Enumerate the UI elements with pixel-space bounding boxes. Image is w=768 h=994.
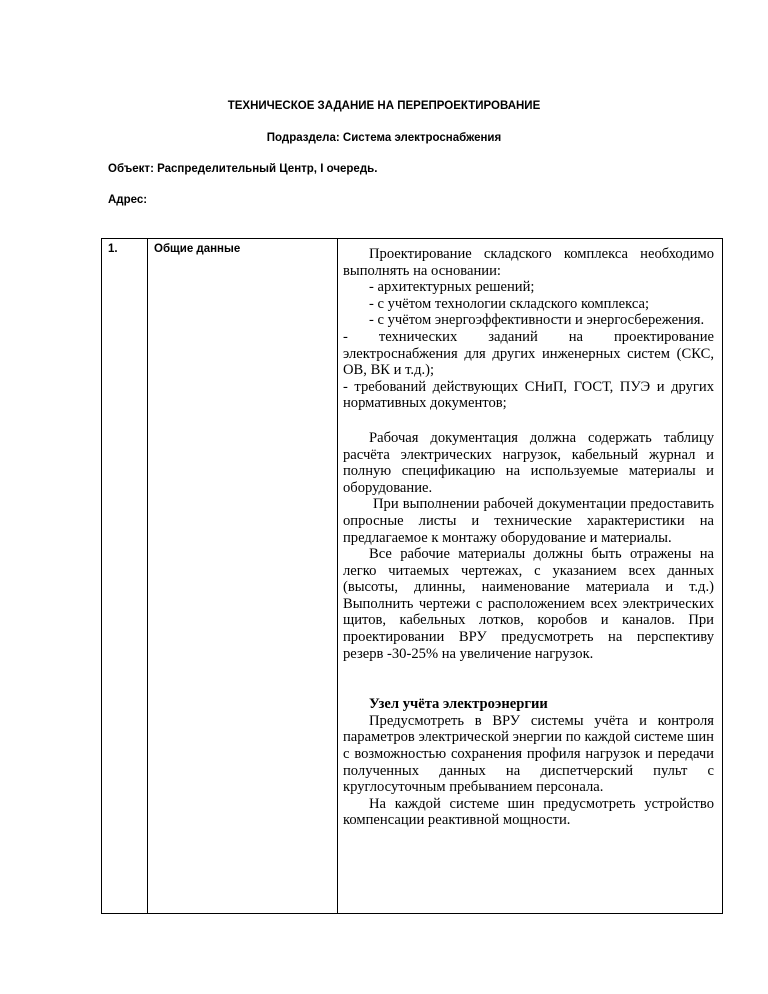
row-label: Общие данные — [154, 243, 241, 255]
row-content — [338, 239, 722, 829]
paragraph: При выполнении рабочей документации предоставить опросные листы и технические характеристики на предлагаемое к монтажу оборудование и материалы. — [343, 496, 714, 546]
list-item: - с учётом энергоэффективности и энергосбережения. — [369, 312, 705, 329]
paragraph: На каждой системе шин предусмотреть устройство компенсации реактивной мощности. — [343, 795, 714, 829]
row-number-cell — [102, 239, 148, 914]
object-line: Объект: Распределительный Центр, I очередь. — [108, 163, 378, 175]
row-content-cell — [338, 239, 723, 914]
paragraph: Все рабочие материалы должны быть отражены на легко читаемых чертежах, с указанием всех данных (высоты, длинны, наименование материала и т.д.) Выполнить чертежи с расположением всех электрических щитов, кабельных лотков, коробов и каналов. При проектировании ВРУ предусмотреть на перспективу резерв -30-25% на увеличение нагрузок. — [343, 546, 714, 662]
list-item: - с учётом технологии складского комплекса; — [369, 295, 650, 312]
row-number: 1. — [108, 243, 118, 255]
list-item: - технических заданий на проектирование электроснабжения для других инженерных систем (СКС, ОВ, ВК и т.д.); — [343, 328, 714, 379]
spec-table — [101, 238, 723, 914]
address-line: Адрес: — [108, 194, 148, 206]
document-title: ТЕХНИЧЕСКОЕ ЗАДАНИЕ НА ПЕРЕПРОЕКТИРОВАНИЕ — [227, 100, 541, 112]
paragraph: Проектирование складского комплекса необходимо выполнять на основании: — [343, 246, 714, 279]
subsection-title: Подраздела: Система электроснабжения — [266, 132, 502, 144]
table-row — [102, 239, 723, 914]
row-label-cell — [148, 239, 338, 914]
list-item: - требований действующих СНиП, ГОСТ, ПУЭ и других нормативных документов; — [343, 378, 714, 412]
paragraph: Рабочая документация должна содержать таблицу расчёта электрических нагрузок, кабельный журнал и полную спецификацию на используемые материалы и оборудование. — [343, 429, 714, 496]
list-item: - архитектурных решений; — [369, 279, 535, 296]
paragraph: Предусмотреть в ВРУ системы учёта и контроля параметров электрической энергии по каждой системе шин с возможностью сохранения профиля нагрузок и передачи полученных данных на диспетчерский пульт с круглосуточным пребыванием персонала. — [343, 712, 714, 796]
section-heading: Узел учёта электроэнергии — [369, 696, 548, 713]
